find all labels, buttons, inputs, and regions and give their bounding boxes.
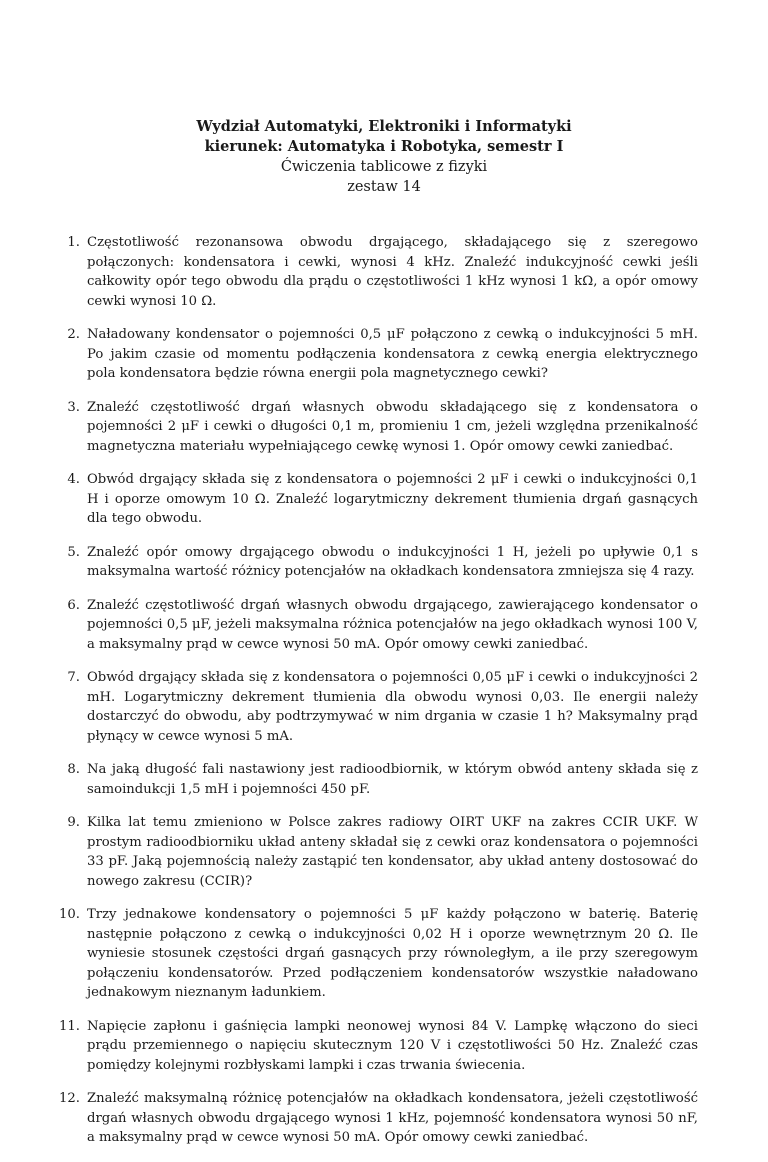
set-title: zestaw 14 xyxy=(347,179,421,195)
problem-number: 2. xyxy=(67,327,80,342)
problem-text: Trzy jednakowe kondensatory o pojemności 5 μF każdy połączono w baterię. Baterię następnie połączono z cewką o indukcyjności 0,02 H i oporze wewnętrznym 20 Ω. Ile wyniesie stosunek częstości drgań gasnących przy równoległym, a ile przy szeregowym połączeniu kondensatorów. Przed podłączeniem kondensatorów wszystkie naładowano jednakowym nieznanym ładunkiem. xyxy=(87,907,698,1000)
problem-item xyxy=(0,325,768,384)
problem-text: Kilka lat temu zmieniono w Polsce zakres radiowy OIRT UKF na zakres CCIR UKF. W prostym radioodbiorniku układ anteny składał się z cewki oraz kondensatora o pojemności 33 pF. Jaką pojemnością należy zastąpić ten kondensator, aby układ anteny dostosować do nowego zakresu (CCIR)? xyxy=(87,815,698,889)
problem-number: 8. xyxy=(67,762,80,777)
problem-number: 12. xyxy=(59,1091,80,1106)
problem-number: 1. xyxy=(67,235,80,250)
problem-item xyxy=(0,596,768,655)
document-header xyxy=(0,117,768,197)
problem-text: Znaleźć opór omowy drgającego obwodu o indukcyjności 1 H, jeżeli po upływie 0,1 s maksymalna wartość różnicy potencjałów na okładkach kondensatora zmniejsza się 4 razy. xyxy=(87,544,698,579)
problem-number: 6. xyxy=(67,597,80,613)
problem-text: Na jaką długość fali nastawiony jest radioodbiornik, w którym obwód anteny składa się z samoindukcji 1,5 mH i pojemności 450 pF. xyxy=(87,762,698,797)
problem-number: 7. xyxy=(67,670,80,685)
problem-item xyxy=(0,1089,768,1148)
problem-text: Napięcie zapłonu i gaśnięcia lampki neonowej wynosi 84 V. Lampkę włączono do sieci prądu przemiennego o napięciu skutecznym 120 V i częstotliwości 50 Hz. Znaleźć czas pomiędzy kolejnymi rozbłyskami lampki i czas trwania świecenia. xyxy=(87,1018,698,1073)
problem-text: Obwód drgający składa się z kondensatora o pojemności 2 μF i cewki o indukcyjności 0,1 H i oporze omowym 10 Ω. Znaleźć logarytmiczny dekrement tłumienia drgań gasnących dla tego obwodu. xyxy=(87,472,698,526)
problem-item xyxy=(0,813,768,891)
problem-item xyxy=(0,760,768,799)
problem-item xyxy=(0,470,768,529)
problem-number: 5. xyxy=(67,544,80,560)
subject-title: Ćwiczenia tablicowe z fizyki xyxy=(280,159,488,175)
problem-text: Znaleźć częstotliwość drgań własnych obwodu drgającego, zawierającego kondensator o pojemności 0,5 μF, jeżeli maksymalna różnica potencjałów na jego okładkach wynosi 100 V, a maksymalny prąd w cewce wynosi 50 mA. Opór omowy cewki zaniedbać. xyxy=(87,597,698,652)
problem-number: 10. xyxy=(59,907,80,922)
problem-number: 11. xyxy=(59,1018,80,1034)
course-title: kierunek: Automatyka i Robotyka, semestr I xyxy=(204,138,564,155)
problem-item xyxy=(0,398,768,457)
problem-item xyxy=(0,1017,768,1076)
problem-text: Znaleźć częstotliwość drgań własnych obwodu składającego się z kondensatora o pojemności 2 μF i cewki o długości 0,1 m, promieniu 1 cm, jeżeli względna przenikalność magnetyczna materiału wypełniającego cewkę wynosi 1. Opór omowy cewki zaniedbać. xyxy=(87,399,698,454)
problem-item xyxy=(0,233,768,311)
problem-text: Częstotliwość rezonansowa obwodu drgającego, składającego się z szeregowo połączonych: kondensatora i cewki, wynosi 4 kHz. Znaleźć indukcyjność cewki jeśli całkowity opór tego obwodu dla prądu o częstotliwości 1 kHz wynosi 1 kΩ, a opór omowy cewki wynosi 10 Ω. xyxy=(87,235,698,309)
problem-number: 4. xyxy=(67,472,80,487)
problem-text: Obwód drgający składa się z kondensatora o pojemności 0,05 μF i cewki o indukcyjności 2 mH. Logarytmiczny dekrement tłumienia dla obwodu wynosi 0,03. Ile energii należy dostarczyć do obwodu, aby podtrzymywać w nim drgania w czasie 1 h? Maksymalny prąd płynący w cewce wynosi 5 mA. xyxy=(87,670,698,744)
problem-number: 3. xyxy=(67,399,80,415)
problem-text: Znaleźć maksymalną różnicę potencjałów na okładkach kondensatora, jeżeli częstotliwość drgań własnych obwodu drgającego wynosi 1 kHz, pojemność kondensatora wynosi 50 nF, a maksymalny prąd w cewce wynosi 50 mA. Opór omowy cewki zaniedbać. xyxy=(87,1091,698,1145)
problem-number: 9. xyxy=(67,815,80,830)
problem-item xyxy=(0,668,768,746)
faculty-title: Wydział Automatyki, Elektroniki i Informatyki xyxy=(196,118,572,135)
problem-list xyxy=(0,233,768,1162)
problem-item xyxy=(0,543,768,582)
problem-text: Naładowany kondensator o pojemności 0,5 μF połączono z cewką o indukcyjności 5 mH. Po jakim czasie od momentu podłączenia kondensatora z cewką energia elektrycznego pola kondensatora będzie równa energii pola magnetycznego cewki? xyxy=(87,327,698,381)
problem-item xyxy=(0,905,768,1003)
